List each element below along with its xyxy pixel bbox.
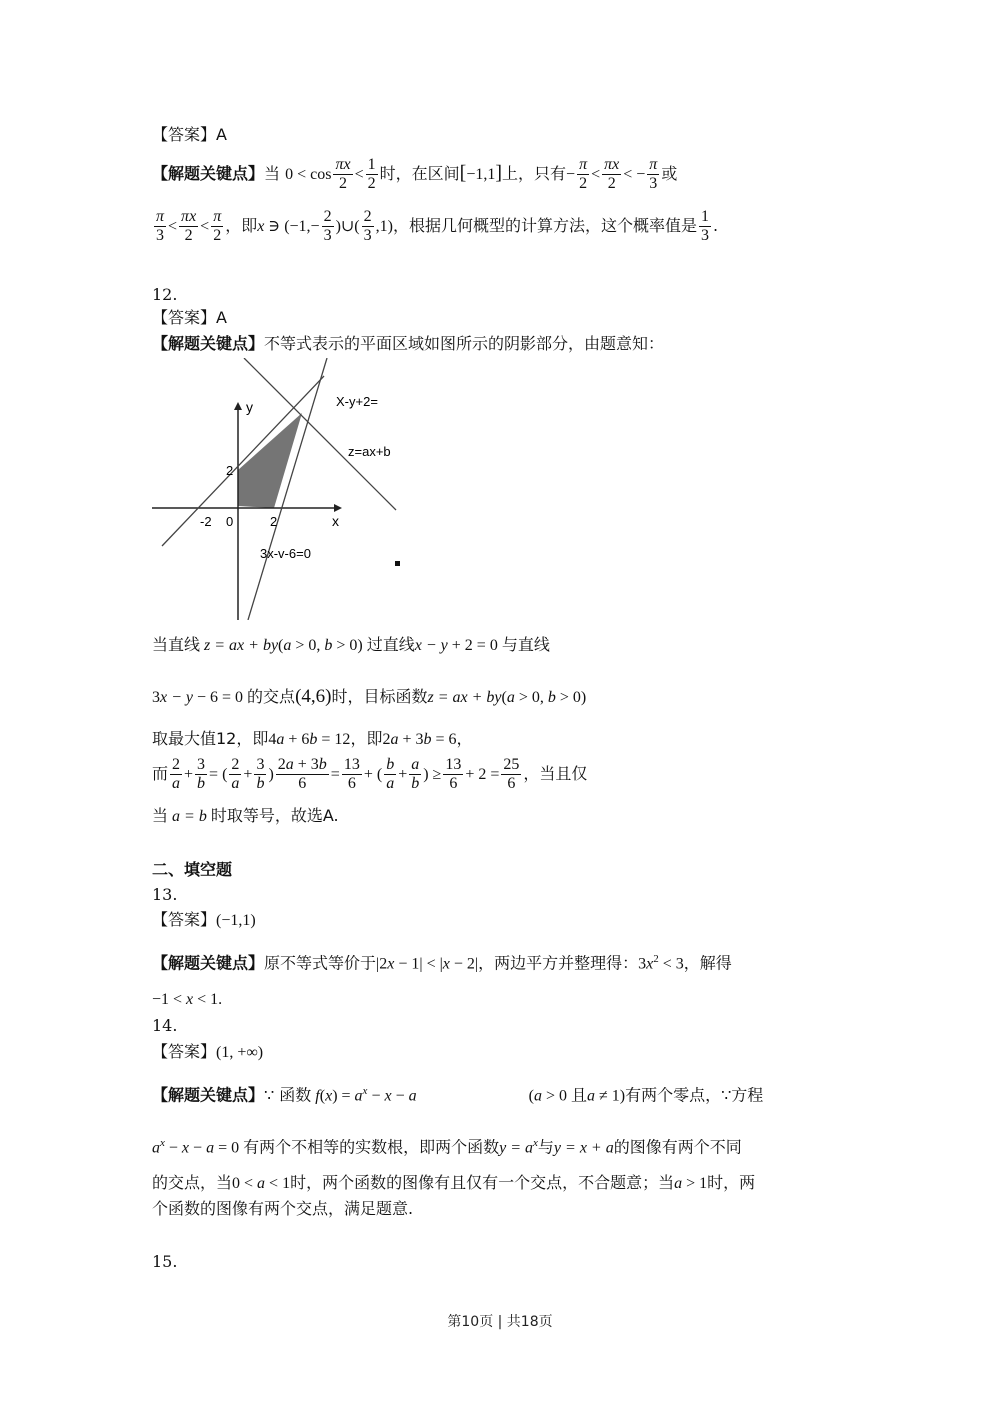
text: 当 xyxy=(152,806,169,825)
q14-key-line2: $a^x - x - a = 0$ 有两个不相等的实数根，即两个函数$y = a^x$与y = x + a的图像有两个不同 xyxy=(152,1137,742,1157)
q12-line5: 当 a = b 时取等号，故选A. xyxy=(152,806,339,825)
text: 有两个零点，∵方程 xyxy=(625,1085,764,1105)
key-label: 【解题关键点】 xyxy=(152,1085,265,1105)
page-footer: 第10页 | 共18页 xyxy=(447,1314,553,1330)
q14-number: 14. xyxy=(152,1016,178,1035)
text: . xyxy=(712,216,719,235)
text: 取最大值12，即 xyxy=(152,729,269,748)
q13-result: −1 < x < 1. xyxy=(152,991,223,1008)
answer-label: 【答案】 xyxy=(152,308,217,327)
label-axis-y: y xyxy=(246,399,253,415)
tick-y-2: 2 xyxy=(226,463,234,478)
q12-line1: 当直线 z = ax + by(a > 0, b > 0) 过直线x − y + 2 = 0 与直线 xyxy=(152,635,550,654)
q14-key-line4: 个函数的图像有两个交点，满足题意. xyxy=(152,1199,414,1218)
text: 的交点 xyxy=(247,687,296,706)
answer-value: A xyxy=(216,308,227,327)
tick-origin: 0 xyxy=(226,514,234,529)
q13-answer: 【答案】(−1,1) xyxy=(152,910,256,929)
text: 的交点，当 xyxy=(152,1173,233,1192)
text: 而 xyxy=(152,764,169,783)
answer-value: A xyxy=(216,125,227,144)
text: ，根据几何概型的计算方法，这个概率值是 xyxy=(392,216,697,235)
key-text: 不等式表示的平面区域如图所示的阴影部分，由题意知： xyxy=(264,334,665,353)
q11-key-line1: 【解题关键点】当 0 < cos $\frac{\pi x}{2}$ < $\frac{1}{2}$ 时，在区间[−1,1]上，只有− $\frac{\pi}{2}$ < $\frac{\pi x}{2}$ < − $\frac{\pi}{3}$ 或 xyxy=(152,156,678,192)
q12-line3: 取最大值12，即4a + 6b = 12，即2a + 3b = 6， xyxy=(152,729,473,748)
q11-answer xyxy=(152,124,227,146)
answer-label: 【答案】 xyxy=(152,125,217,144)
tick-x-neg2: -2 xyxy=(200,514,212,529)
q12-number: 12. xyxy=(152,285,178,304)
text: ，两边平方并整理得： xyxy=(478,953,639,973)
text: 时取等号，故选A. xyxy=(210,806,339,825)
text: 的图像有两个不同 xyxy=(613,1137,742,1157)
q12-line4: 而 $\frac{2}{a}$ + $\frac{3}{b}$ = ( $\frac{2}{a}$ + $\frac{3}{b}$ ) $\frac{2a + 3b}{6}$ = $\frac{13}{6}$ + ( $\frac{b}{a}$ + $\frac{a}{b}$ ) ≥ $\frac{13}{6}$ + 2 = $\frac{25}{6}$ ，当且仅 xyxy=(152,756,588,792)
q15-number: 15. xyxy=(152,1252,178,1271)
text: ，当且仅 xyxy=(523,764,588,783)
q14-key-line3: 的交点，当0 < a < 1时，两个函数的图像有且仅有一个交点，不合题意；当a > 1时，两 xyxy=(152,1173,756,1192)
text: 原不等式等价于 xyxy=(264,953,377,973)
q13-key: 【解题关键点】原不等式等价于|2x − 1| < |x − 2|，两边平方并整理得：$3x^2 < 3$，解得 xyxy=(152,953,732,973)
text: ，即 xyxy=(350,729,383,748)
key-label: 【解题关键点】 xyxy=(152,334,265,353)
text: 时，两 xyxy=(707,1173,756,1192)
answer-label: 【答案】 xyxy=(152,1042,217,1061)
text: ，即 xyxy=(225,216,258,235)
tick-x-2: 2 xyxy=(270,514,278,529)
q14-answer: 【答案】(1, +∞) xyxy=(152,1042,264,1061)
q12-key xyxy=(152,333,664,355)
section-title: 二、填空题 xyxy=(152,860,233,879)
q12-answer xyxy=(152,307,227,329)
q14-key-line1: 【解题关键点】∵ 函数 $f(x) = a^x - x - a$ (a > 0 且a ≠ 1)有两个零点，∵方程 xyxy=(152,1085,764,1105)
text: 当 xyxy=(264,164,281,183)
answer-label: 【答案】 xyxy=(152,910,217,929)
text: 过直线 xyxy=(366,635,415,654)
linear-programming-figure xyxy=(152,358,402,620)
text: 时，在区间 xyxy=(379,164,460,183)
text: 时，目标函数 xyxy=(331,687,428,706)
text: 当直线 xyxy=(152,635,201,654)
text: ∵ 函数 xyxy=(264,1085,312,1105)
label-x-y-2: X-y+2= xyxy=(336,394,378,409)
text: 与直线 xyxy=(501,635,550,654)
text: ，解得 xyxy=(683,953,732,973)
text: 时，两个函数的图像有且仅有一个交点，不合题意；当 xyxy=(290,1173,675,1192)
key-label: 【解题关键点】 xyxy=(152,953,265,973)
text: 与 xyxy=(537,1137,554,1157)
key-label: 【解题关键点】 xyxy=(152,164,265,183)
label-axis-x: x xyxy=(332,513,339,529)
small-square-mark xyxy=(395,561,400,566)
text: 上，只有 xyxy=(502,164,567,183)
q11-key-line2: $\frac{\pi}{3}$ < $\frac{\pi x}{2}$ < $\frac{\pi}{2}$ ，即x ∋ (−1,− $\frac{2}{3}$ )∪( $\frac{2}{3}$ ,1)，根据几何概型的计算方法，这个概率值是 $\frac{1}{3}$ . xyxy=(156,208,719,244)
q12-line2: 3x − y − 6 = 0 的交点(4,6)时，目标函数z = ax + by(a > 0, b > 0) xyxy=(152,686,587,707)
text: 或 xyxy=(661,164,678,183)
q13-number: 13. xyxy=(152,885,178,904)
text: ， xyxy=(456,729,473,748)
label-3x-v-6: 3x-v-6=0 xyxy=(260,546,311,561)
text: 有两个不相等的实数根，即两个函数 xyxy=(243,1137,500,1157)
label-z-ax-b: z=ax+b xyxy=(348,444,391,459)
text: 且 xyxy=(570,1085,587,1105)
